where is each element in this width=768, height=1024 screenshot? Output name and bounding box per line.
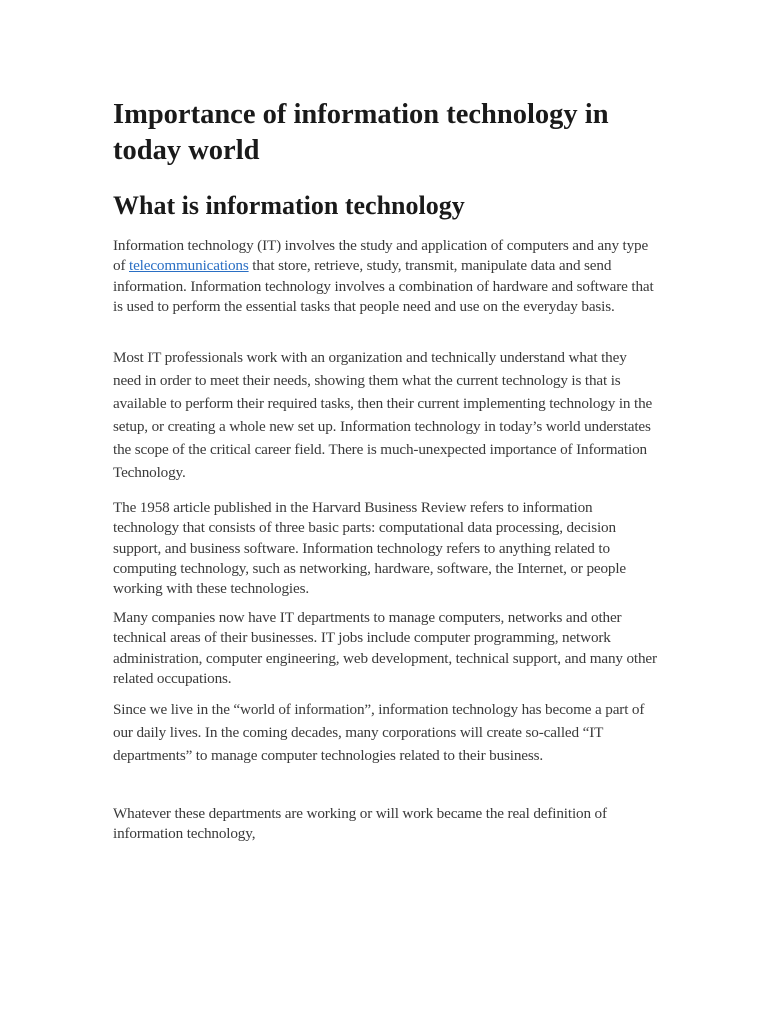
page-title: Importance of information technology in today world xyxy=(113,99,609,166)
paragraph-3: The 1958 article published in the Harvard Business Review refers to information technology that consists of three basic parts: computational data processing, decision support, and business software. Information technology refers to anything related to computing technology, such as networking, hardware, software, the Internet, or people working with these technologies. xyxy=(113,499,627,598)
paragraph-5: Since we live in the “world of information”, information technology has become a part of our daily lives. In the coming decades, many corporations will create so-called “IT departments” to manage computer technologies related to their business. xyxy=(113,701,645,764)
paragraph-2: Most IT professionals work with an organization and technically understand what they need in order to meet their needs, showing them what the current technology is that is available to perform their required tasks, then their current implementing technology in the setup, or creating a whole new set up. Information technology in today’s world understates the scope of the critical career field. There is much-unexpected importance of Information Technology. xyxy=(113,349,653,481)
paragraph-1 xyxy=(113,236,658,317)
section-heading: What is information technology xyxy=(113,191,465,220)
paragraph-4: Many companies now have IT departments to manage computers, networks and other technical areas of their businesses. IT jobs include computer programming, network administration, computer engineering, web development, technical support, and many other related occupations. xyxy=(113,609,657,687)
paragraph-1-text-start: Information technology (IT) involves the study and application of computers and any type of xyxy=(113,237,649,275)
telecommunications-link[interactable]: telecommunications xyxy=(129,257,249,275)
paragraph-6: Whatever these departments are working or will work became the real definition of information technology, xyxy=(113,805,607,843)
paragraph-1-text-end: that store, retrieve, study, transmit, manipulate data and send information. Information technology involves a combination of hardware and software that is used to perform the essential tasks that people need and use on the everyday basis. xyxy=(113,257,654,315)
